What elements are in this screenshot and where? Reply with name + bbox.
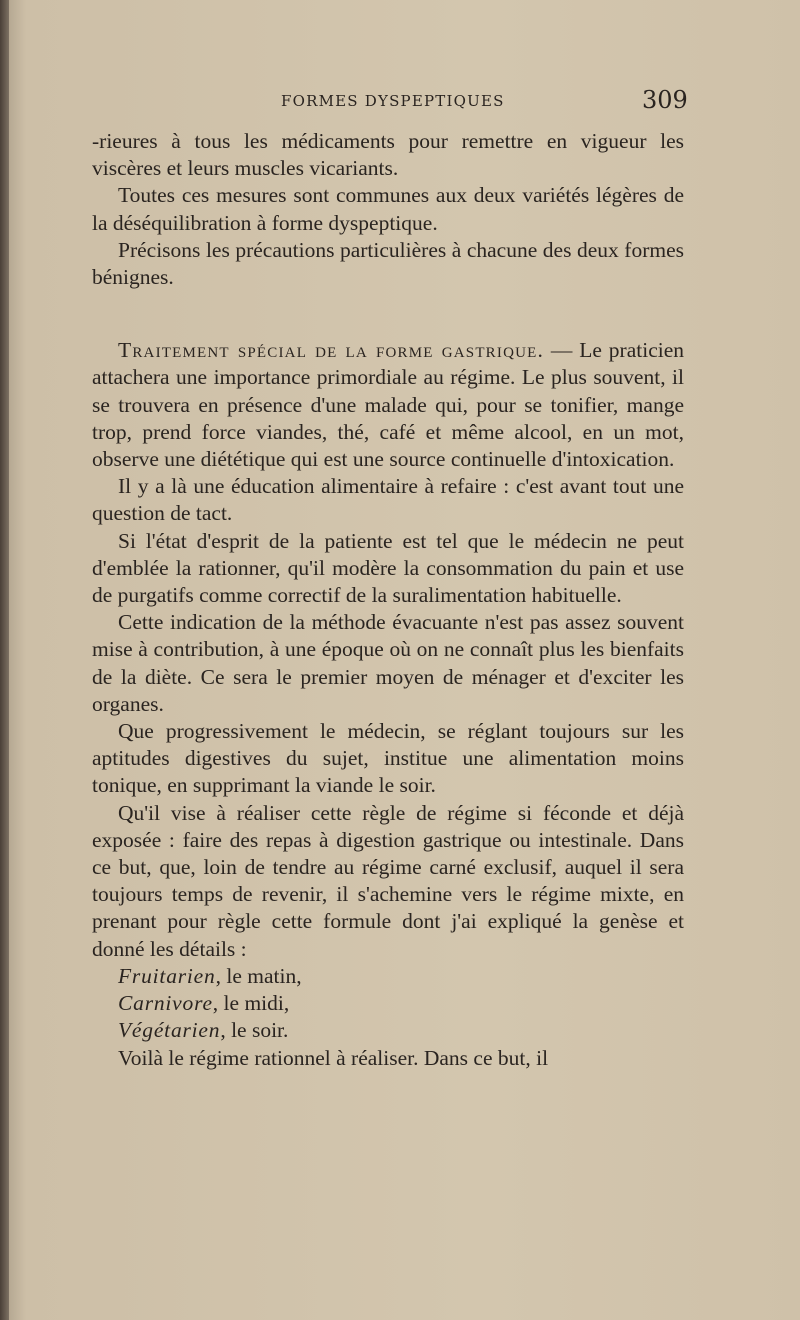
paragraph: Que progressivement le médecin, se réglant toujours sur les aptitudes digestives du sujet, institue une alimentation moins tonique, en supprimant la viande le soir.: [92, 719, 684, 798]
regimen-term: Végétarien: [118, 1018, 221, 1043]
page-number: 309: [642, 86, 688, 114]
regimen-term: Carnivore: [118, 991, 213, 1016]
paragraph-continuation: -rieures à tous les médicaments pour remettre en vigueur les viscères et leurs muscles vicariants.: [92, 129, 684, 181]
section-heading: Traitement spécial de la forme gastrique.: [118, 338, 545, 363]
regimen-time: , le matin,: [215, 963, 302, 988]
regimen-line: [92, 1017, 684, 1044]
regimen-line: [92, 963, 684, 990]
running-title: FORMES DYSPEPTIQUES: [281, 92, 505, 110]
section-text: Le praticien attachera une importance primordiale au régime. Le plus souvent, il se trouvera en présence d'une malade qui, pour se tonifier, mange trop, prend force viandes, thé, café et même alcool, en un mot, observe une diététique qui est une source continuelle d'intoxication.: [92, 338, 685, 472]
section-dash: —: [544, 338, 580, 363]
paragraph: Précisons les précautions particulières à chacune des deux formes bénignes.: [92, 237, 684, 290]
regimen-line: [92, 990, 684, 1017]
paragraph: Toutes ces mesures sont communes aux deux variétés légères de la déséquilibration à forme dyspeptique.: [92, 183, 684, 235]
paragraph: Qu'il vise à réaliser cette règle de régime si féconde et déjà exposée : faire des repas à digestion gastrique ou intestinale. Dans ce but, que, loin de tendre au régime carné exclusif, auquel il sera toujours temps de revenir, il s'achemine vers le régime mixte, en prenant pour règle cette formule dont j'ai expliqué la genèse et donné les détails :: [92, 800, 684, 961]
paragraph: Cette indication de la méthode évacuante n'est pas assez souvent mise à contribution, à une époque où on ne connaît plus les bienfaits de la diète. Ce sera le premier moyen de ménager et d'exciter les organes.: [92, 610, 684, 716]
page-header: [0, 88, 800, 118]
regimen-time: , le soir.: [220, 1018, 289, 1043]
regimen-term: Fruitarien: [118, 963, 216, 988]
body-text: [92, 128, 684, 1072]
paragraph-final: Voilà le régime rationnel à réaliser. Dans ce but, il: [118, 1045, 549, 1070]
regimen-time: , le midi,: [212, 991, 290, 1016]
paragraph: Il y a là une éducation alimentaire à refaire : c'est avant tout une question de tact.: [92, 474, 684, 526]
book-spine-shadow: [0, 0, 9, 1320]
section-paragraph: [92, 337, 684, 473]
paragraph: Si l'état d'esprit de la patiente est tel que le médecin ne peut d'emblée la rationner, qu'il modère la consommation du pain et use de purgatifs comme correctif de la suralimentation habituelle.: [92, 528, 684, 608]
